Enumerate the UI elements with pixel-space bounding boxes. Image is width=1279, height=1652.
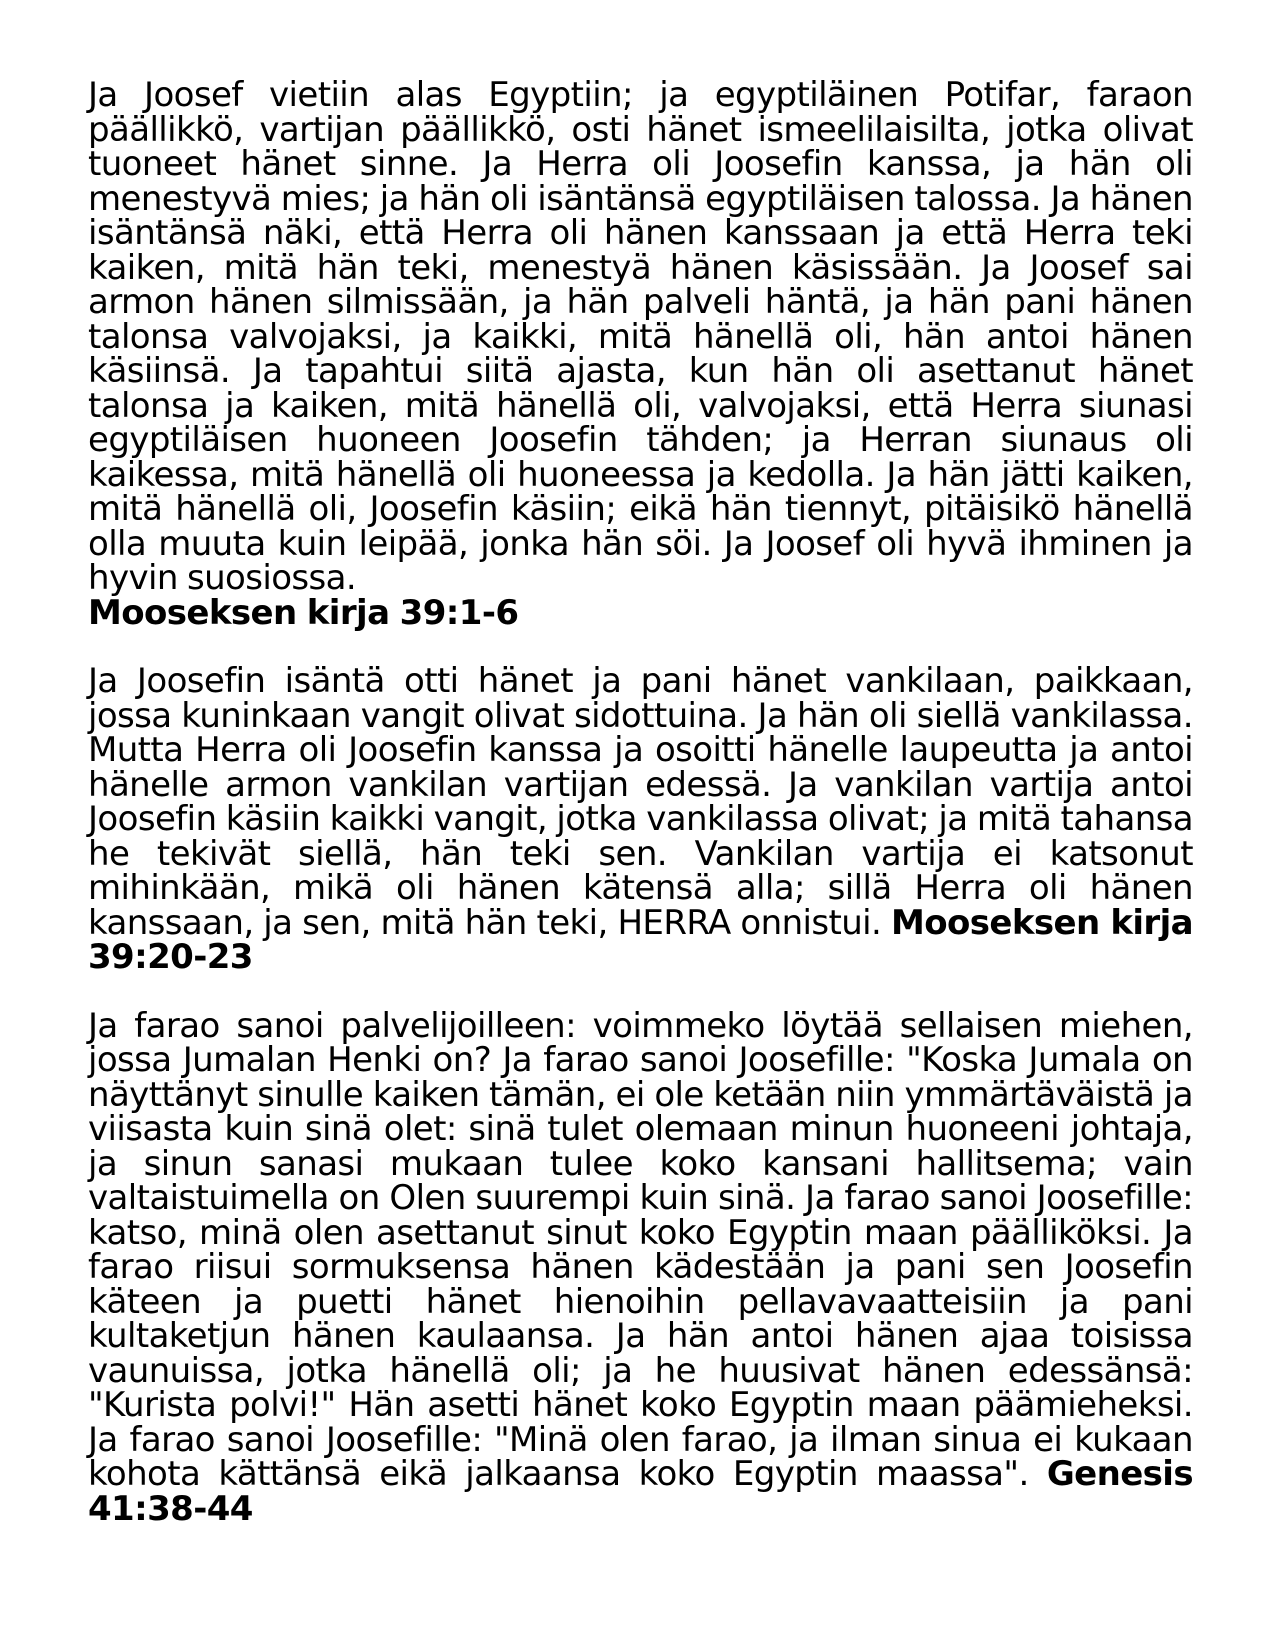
passage-genesis-39-1-6 bbox=[88, 75, 1193, 598]
passage-genesis-41-38-44 bbox=[88, 1005, 1193, 1529]
document-page bbox=[88, 75, 1193, 1529]
scripture-reference: Genesis 41:38-44 bbox=[88, 1454, 1193, 1529]
passage-text: Ja farao sanoi palvelijoilleen: voimmeko löytää sellaisen miehen, jossa Jumalan Henki on? Ja farao sanoi Joosefille: "Koska Jumala on näyttänyt sinulle kaiken tämän, ei ole ketään niin ymmärtäväistä ja viisasta kuin sinä olet: sinä tulet olemaan minun huoneeni johtaja, ja sinun sanasi mukaan tulee koko kansani hallitsema; vain valtaistuimella on Olen suurempi kuin sinä. Ja farao sanoi Joosefille: katso, minä olen asettanut sinut koko Egyptin maan päälliköksi. Ja farao riisui sormuksensa hänen kädestään ja pani sen Joosefin käteen ja puetti hänet hienoihin pellavavaatteisiin ja pani kultaketjun hänen kaulaansa. Ja hän antoi hänen ajaa toisissa vaunuissa, jotka hänellä oli; ja he huusivat hänen edessänsä: "Kurista polvi!" Hän asetti hänet koko Egyptin maan päämieheksi. Ja farao sanoi Joosefille: "Minä olen farao, ja ilman sinua ei kukaan kohota kättänsä eikä jalkaansa koko Egyptin maassa". bbox=[88, 1005, 1193, 1494]
passage-genesis-39-20-23 bbox=[88, 661, 1193, 977]
passage-text: Ja Joosefin isäntä otti hänet ja pani hänet vankilaan, paikkaan, jossa kuninkaan vangit olivat sidottuina. Ja hän oli siellä vankilassa. Mutta Herra oli Joosefin kanssa ja osoitti hänelle laupeutta ja antoi hänelle armon vankilan vartijan edessä. Ja vankilan vartija antoi Joosefin käsiin kaikki vangit, jotka vankilassa olivat; ja mitä tahansa he tekivät siellä, hän teki sen. Vankilan vartija ei katsonut mihinkään, mikä oli hänen kätensä alla; sillä Herra oli hänen kanssaan, ja sen, mitä hän teki, HERRA onnistui. bbox=[88, 661, 1193, 943]
paragraph-gap bbox=[88, 975, 1193, 1009]
paragraph-gap bbox=[88, 630, 1193, 664]
scripture-reference: Mooseksen kirja 39:1-6 bbox=[88, 592, 519, 633]
scripture-reference: Mooseksen kirja 39:20-23 bbox=[88, 902, 1193, 977]
passage-text: Ja Joosef vietiin alas Egyptiin; ja egyptiläinen Potifar, faraon päällikkö, vartijan päällikkö, osti hänet ismeelilaisilta, jotka olivat tuoneet hänet sinne. Ja Herra oli Joosefin kanssa, ja hän oli menestyvä mies; ja hän oli isäntänsä egyptiläisen talossa. Ja hänen isäntänsä näki, että Herra oli hänen kanssaan ja että Herra teki kaiken, mitä hän teki, menestyä hänen käsissään. Ja Joosef sai armon hänen silmissään, ja hän palveli häntä, ja hän pani hänen talonsa valvojaksi, ja kaikki, mitä hänellä oli, hän antoi hänen käsiinsä. Ja tapahtui siitä ajasta, kun hän oli asettanut hänet talonsa ja kaiken, mitä hänellä oli, valvojaksi, että Herra siunasi egyptiläisen huoneen Joosefin tähden; ja Herran siunaus oli kaikessa, mitä hänellä oli huoneessa ja kedolla. Ja hän jätti kaiken, mitä hänellä oli, Joosefin käsiin; eikä hän tiennyt, pitäisikö hänellä olla muuta kuin leipää, jonka hän söi. Ja Joosef oli hyvä ihminen ja hyvin suosiossa. bbox=[88, 75, 1193, 598]
